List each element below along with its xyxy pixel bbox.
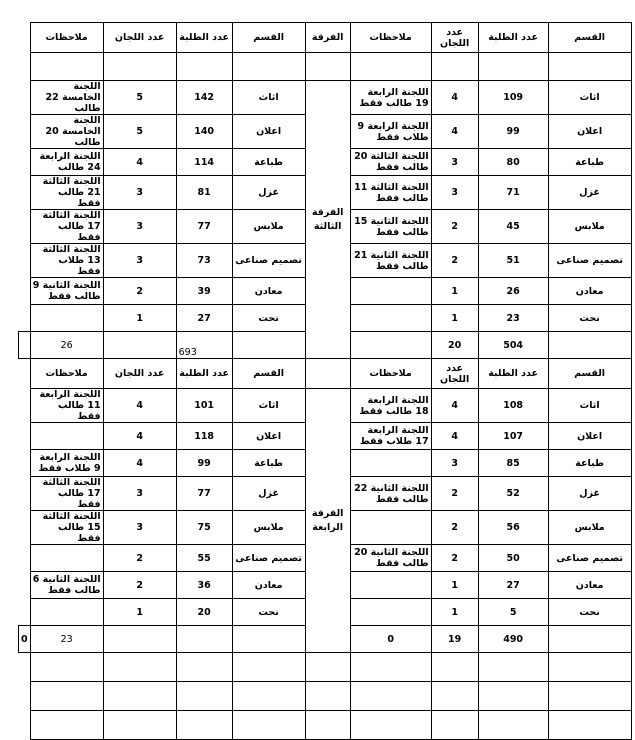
empty-cell	[350, 53, 431, 81]
students-cell-right: 26	[478, 278, 548, 305]
empty-cell	[176, 682, 232, 711]
header-row	[19, 359, 632, 389]
dept-cell-right: ملابس	[548, 210, 631, 244]
dept-cell-left: غزل	[232, 477, 305, 511]
empty-cell	[30, 53, 103, 81]
notes-cell-left: اللجنة الثالثة 15 طالب فقط	[30, 511, 103, 545]
dept-cell-right: اثاث	[548, 81, 631, 115]
empty-cell	[305, 653, 350, 682]
notes-cell-right: اللجنة الرابعة 17 طلاب فقط	[350, 423, 431, 450]
total-committees-right: 19	[431, 626, 478, 653]
students-cell-left: 81	[176, 176, 232, 210]
dept-cell-right: معادن	[548, 278, 631, 305]
header-row	[19, 23, 632, 53]
empty-cell	[431, 711, 478, 740]
empty-cell	[478, 711, 548, 740]
header-students-right: عدد الطلبة	[478, 359, 548, 389]
students-cell-right: 107	[478, 423, 548, 450]
empty-cell	[478, 53, 548, 81]
students-cell-left: 75	[176, 511, 232, 545]
empty-cell	[350, 653, 431, 682]
students-cell-left: 101	[176, 389, 232, 423]
total-committees-left: 26	[30, 332, 103, 359]
students-cell-right: 23	[478, 305, 548, 332]
empty-cell	[103, 53, 176, 81]
header-notes-left: ملاحظات	[30, 359, 103, 389]
notes-cell-right	[350, 305, 431, 332]
empty-cell	[176, 53, 232, 81]
committees-cell-right: 4	[431, 389, 478, 423]
dept-cell-left: تصميم صناعى	[232, 244, 305, 278]
notes-cell-right: اللجنة الثانية 21 طالب فقط	[350, 244, 431, 278]
dept-cell-left: نحت	[232, 599, 305, 626]
students-cell-right: 27	[478, 572, 548, 599]
committees-cell-right: 2	[431, 210, 478, 244]
notes-cell-right: اللجنة الثانية 15 طالب فقط	[350, 210, 431, 244]
notes-cell-left: اللجنة الثانية 9 طالب فقط	[30, 278, 103, 305]
committees-cell-left: 5	[103, 81, 176, 115]
students-cell-left: 118	[176, 423, 232, 450]
empty-cell	[103, 682, 176, 711]
notes-cell-right: اللجنة الثانية 20 طالب فقط	[350, 545, 431, 572]
empty-cell	[548, 711, 631, 740]
committees-cell-left: 1	[103, 599, 176, 626]
notes-cell-right	[350, 572, 431, 599]
dept-cell-left: معادن	[232, 572, 305, 599]
header-year: الفرقة	[305, 23, 350, 53]
notes-cell-right	[350, 599, 431, 626]
committees-cell-right: 1	[431, 599, 478, 626]
empty-row	[19, 711, 632, 740]
empty-cell	[232, 682, 305, 711]
empty-cell	[232, 53, 305, 81]
dept-cell-left: ملابس	[232, 511, 305, 545]
dept-cell-left: اعلان	[232, 115, 305, 149]
table-row	[19, 389, 632, 423]
committees-cell-right: 2	[431, 545, 478, 572]
dept-cell-right: نحت	[548, 305, 631, 332]
notes-cell-left	[30, 545, 103, 572]
header-dept-right: القسم	[548, 23, 631, 53]
students-cell-left: 20	[176, 599, 232, 626]
students-cell-left: 39	[176, 278, 232, 305]
notes-cell-right: اللجنة الرابعة 18 طالب فقط	[350, 389, 431, 423]
total-committees-left: 23	[30, 626, 103, 653]
empty-cell	[103, 626, 176, 653]
empty-cell	[305, 359, 350, 389]
blank-row	[19, 53, 632, 81]
dept-cell-left: غزل	[232, 176, 305, 210]
students-cell-left: 36	[176, 572, 232, 599]
committees-cell-left: 4	[103, 389, 176, 423]
header-committees-left: عدد اللجان	[103, 23, 176, 53]
notes-cell-left: اللجنة الثالثة 13 طلاب فقط	[30, 244, 103, 278]
students-cell-right: 51	[478, 244, 548, 278]
notes-cell-left: اللجنة الرابعة 24 طالب	[30, 149, 103, 176]
dept-cell-right: نحت	[548, 599, 631, 626]
committees-cell-left: 3	[103, 477, 176, 511]
students-cell-right: 80	[478, 149, 548, 176]
students-cell-left: 140	[176, 115, 232, 149]
dept-cell-right: تصميم صناعى	[548, 244, 631, 278]
year-group-cell: الفرقة الرابعة	[305, 389, 350, 653]
committees-cell-left: 4	[103, 423, 176, 450]
students-cell-right: 99	[478, 115, 548, 149]
empty-cell	[103, 332, 176, 359]
dept-cell-right: اعلان	[548, 115, 631, 149]
empty-cell	[548, 653, 631, 682]
empty-cell	[548, 332, 631, 359]
students-cell-left: 77	[176, 477, 232, 511]
dept-cell-left: اثاث	[232, 389, 305, 423]
header-committees-left: عدد اللجان	[103, 359, 176, 389]
notes-cell-right: اللجنة الرابعة 19 طالب فقط	[350, 81, 431, 115]
committees-cell-right: 4	[431, 115, 478, 149]
notes-cell-right	[350, 511, 431, 545]
committees-cell-right: 1	[431, 278, 478, 305]
header-dept-left: القسم	[232, 359, 305, 389]
total-notes-left	[19, 332, 31, 359]
committees-cell-right: 3	[431, 450, 478, 477]
empty-cell	[548, 53, 631, 81]
dept-cell-left: تصميم صناعى	[232, 545, 305, 572]
notes-cell-left: اللجنة الثانية 6 طالب فقط	[30, 572, 103, 599]
total-notes-right	[350, 332, 431, 359]
students-cell-left: 114	[176, 149, 232, 176]
header-notes-right: ملاحظات	[350, 23, 431, 53]
committees-cell-right: 2	[431, 477, 478, 511]
empty-cell	[176, 653, 232, 682]
notes-cell-left: اللجنة الثالثة 17 طالب فقط	[30, 477, 103, 511]
students-cell-left: 77	[176, 210, 232, 244]
empty-cell	[478, 653, 548, 682]
students-cell-right: 108	[478, 389, 548, 423]
dept-cell-left: طباعة	[232, 450, 305, 477]
header-committees-right: عدد اللجان	[431, 359, 478, 389]
empty-cell	[305, 711, 350, 740]
exam-committees-table-wrapper	[18, 22, 632, 740]
dept-cell-right: غزل	[548, 477, 631, 511]
committees-cell-right: 3	[431, 149, 478, 176]
students-cell-right: 56	[478, 511, 548, 545]
students-cell-right: 50	[478, 545, 548, 572]
committees-cell-left: 2	[103, 278, 176, 305]
notes-cell-left: اللجنة الرابعة 11 طالب فقط	[30, 389, 103, 423]
committees-cell-left: 2	[103, 545, 176, 572]
committees-cell-left: 4	[103, 450, 176, 477]
committees-cell-right: 2	[431, 511, 478, 545]
empty-cell	[431, 682, 478, 711]
year-group-cell: الفرقة الثالثة	[305, 81, 350, 359]
students-cell-right: 52	[478, 477, 548, 511]
total-students-right: 504	[478, 332, 548, 359]
header-committees-right: عدد اللجان	[431, 23, 478, 53]
empty-cell	[548, 682, 631, 711]
notes-cell-left: اللجنة الرابعة 9 طلاب فقط	[30, 450, 103, 477]
dept-cell-right: تصميم صناعى	[548, 545, 631, 572]
students-cell-left: 99	[176, 450, 232, 477]
students-cell-left: 27	[176, 305, 232, 332]
dept-cell-right: ملابس	[548, 511, 631, 545]
header-notes-left: ملاحظات	[30, 23, 103, 53]
committees-cell-left: 1	[103, 305, 176, 332]
empty-cell	[30, 653, 103, 682]
empty-cell	[350, 711, 431, 740]
empty-cell	[232, 711, 305, 740]
header-students-left: عدد الطلبة	[176, 23, 232, 53]
students-cell-right: 85	[478, 450, 548, 477]
committees-cell-left: 3	[103, 511, 176, 545]
empty-cell	[30, 682, 103, 711]
students-cell-right: 109	[478, 81, 548, 115]
committees-cell-left: 3	[103, 244, 176, 278]
empty-cell	[431, 653, 478, 682]
empty-cell	[103, 653, 176, 682]
empty-cell	[431, 53, 478, 81]
notes-cell-right: اللجنة الثالثة 20 طالب فقط	[350, 149, 431, 176]
empty-row	[19, 682, 632, 711]
committees-cell-left: 5	[103, 115, 176, 149]
empty-cell	[176, 332, 232, 359]
notes-cell-left	[30, 599, 103, 626]
students-cell-left: 142	[176, 81, 232, 115]
empty-cell	[176, 711, 232, 740]
empty-cell	[232, 653, 305, 682]
total-notes-right: 0	[350, 626, 431, 653]
empty-cell	[30, 711, 103, 740]
committees-cell-left: 2	[103, 572, 176, 599]
committees-cell-right: 4	[431, 81, 478, 115]
committees-cell-left: 4	[103, 149, 176, 176]
dept-cell-left: اثاث	[232, 81, 305, 115]
exam-committees-table	[18, 22, 632, 740]
empty-cell	[478, 682, 548, 711]
dept-cell-left: نحت	[232, 305, 305, 332]
empty-cell	[103, 711, 176, 740]
header-notes-right: ملاحظات	[350, 359, 431, 389]
header-students-right: عدد الطلبة	[478, 23, 548, 53]
empty-cell	[305, 682, 350, 711]
committees-cell-right: 4	[431, 423, 478, 450]
empty-row	[19, 653, 632, 682]
notes-cell-left: اللجنة الخامسة 20 طالب	[30, 115, 103, 149]
dept-cell-right: معادن	[548, 572, 631, 599]
notes-cell-right: اللجنة الرابعة 9 طلاب فقط	[350, 115, 431, 149]
total-students-left: 693	[178, 347, 197, 358]
empty-cell	[232, 332, 305, 359]
notes-cell-right: اللجنة الثانية 22 طالب فقط	[350, 477, 431, 511]
dept-cell-left: معادن	[232, 278, 305, 305]
empty-cell	[548, 626, 631, 653]
notes-cell-left: اللجنة الثالثة 17 طالب فقط	[30, 210, 103, 244]
notes-cell-left	[30, 423, 103, 450]
total-students-right: 490	[478, 626, 548, 653]
committees-cell-right: 1	[431, 305, 478, 332]
total-notes-left: 0	[19, 626, 31, 653]
total-committees-right: 20	[431, 332, 478, 359]
notes-cell-left	[30, 305, 103, 332]
students-cell-right: 45	[478, 210, 548, 244]
notes-cell-left: اللجنة الثالثة 21 طالب فقط	[30, 176, 103, 210]
dept-cell-right: طباعة	[548, 450, 631, 477]
notes-cell-right	[350, 278, 431, 305]
committees-cell-left: 3	[103, 176, 176, 210]
committees-cell-left: 3	[103, 210, 176, 244]
dept-cell-left: طباعة	[232, 149, 305, 176]
students-cell-right: 5	[478, 599, 548, 626]
dept-cell-right: اثاث	[548, 389, 631, 423]
dept-cell-right: اعلان	[548, 423, 631, 450]
table-row	[19, 81, 632, 115]
empty-cell	[232, 626, 305, 653]
students-cell-right: 71	[478, 176, 548, 210]
committees-cell-right: 2	[431, 244, 478, 278]
notes-cell-right	[350, 450, 431, 477]
dept-cell-left: ملابس	[232, 210, 305, 244]
dept-cell-right: طباعة	[548, 149, 631, 176]
students-cell-left: 73	[176, 244, 232, 278]
notes-cell-left: اللجنة الخامسة 22 طالب	[30, 81, 103, 115]
empty-cell	[176, 626, 232, 653]
empty-cell	[350, 682, 431, 711]
table-body	[19, 23, 632, 740]
header-students-left: عدد الطلبة	[176, 359, 232, 389]
committees-cell-right: 1	[431, 572, 478, 599]
notes-cell-right: اللجنة الثالثة 11 طالب فقط	[350, 176, 431, 210]
students-cell-left: 55	[176, 545, 232, 572]
header-dept-left: القسم	[232, 23, 305, 53]
committees-cell-right: 3	[431, 176, 478, 210]
dept-cell-right: غزل	[548, 176, 631, 210]
dept-cell-left: اعلان	[232, 423, 305, 450]
header-dept-right: القسم	[548, 359, 631, 389]
empty-cell	[305, 53, 350, 81]
